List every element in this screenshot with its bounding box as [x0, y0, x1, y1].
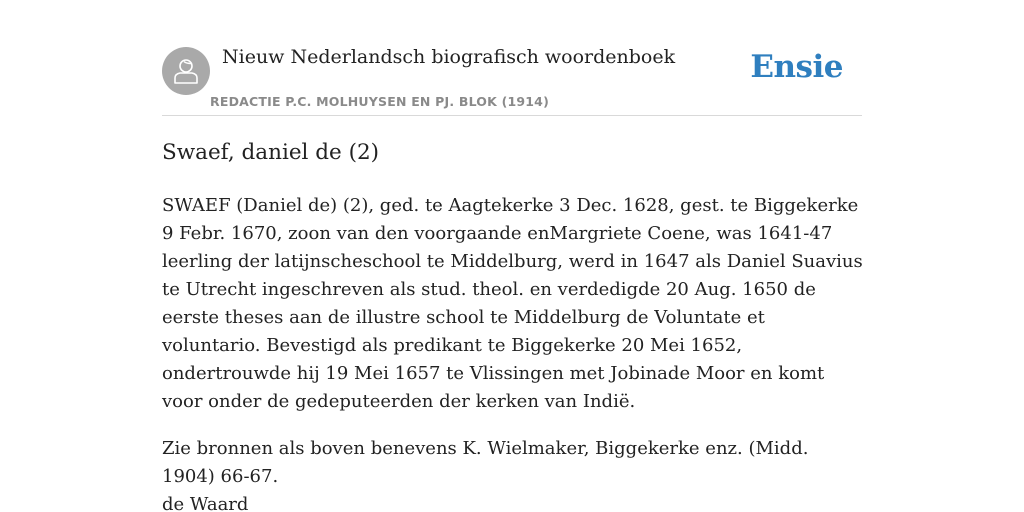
ensie-logo[interactable]: Ensie	[750, 49, 843, 85]
entry-title: Swaef, daniel de (2)	[162, 140, 380, 165]
entry-author: de Waard	[162, 494, 249, 512]
source-title[interactable]: Nieuw Nederlandsch biografisch woordenboek	[222, 46, 676, 68]
source-editors: REDACTIE P.C. MOLHUYSEN EN PJ. BLOK (1914)	[210, 94, 549, 109]
entry-body	[162, 192, 864, 510]
source-header	[162, 40, 862, 116]
entry-paragraph: Zie bronnen als boven benevens K. Wielmaker, Biggekerke enz. (Midd. 1904) 66-67.	[162, 438, 809, 487]
source-avatar[interactable]	[162, 47, 210, 95]
entry-paragraph: SWAEF (Daniel de) (2), ged. te Aagtekerke 3 Dec. 1628, gest. te Biggekerke 9 Febr. 1670, zoon van den voorgaande enMargriete Coene, was 1641-47 leerling der latijnscheschool te Middelburg, werd in 1647 als Daniel Suavius te Utrecht ingeschreven als stud. theol. en verdedigde 20 Aug. 1650 de eerste theses aan de illustre school te Middelburg de Voluntate et voluntario. Bevestigd als predikant te Biggekerke 20 Mei 1652, ondertrouwde hij 19 Mei 1657 te Vlissingen met Jobinade Moor en komt voor onder de gedeputeerden der kerken van Indië.	[162, 195, 863, 412]
user-icon	[171, 56, 201, 86]
